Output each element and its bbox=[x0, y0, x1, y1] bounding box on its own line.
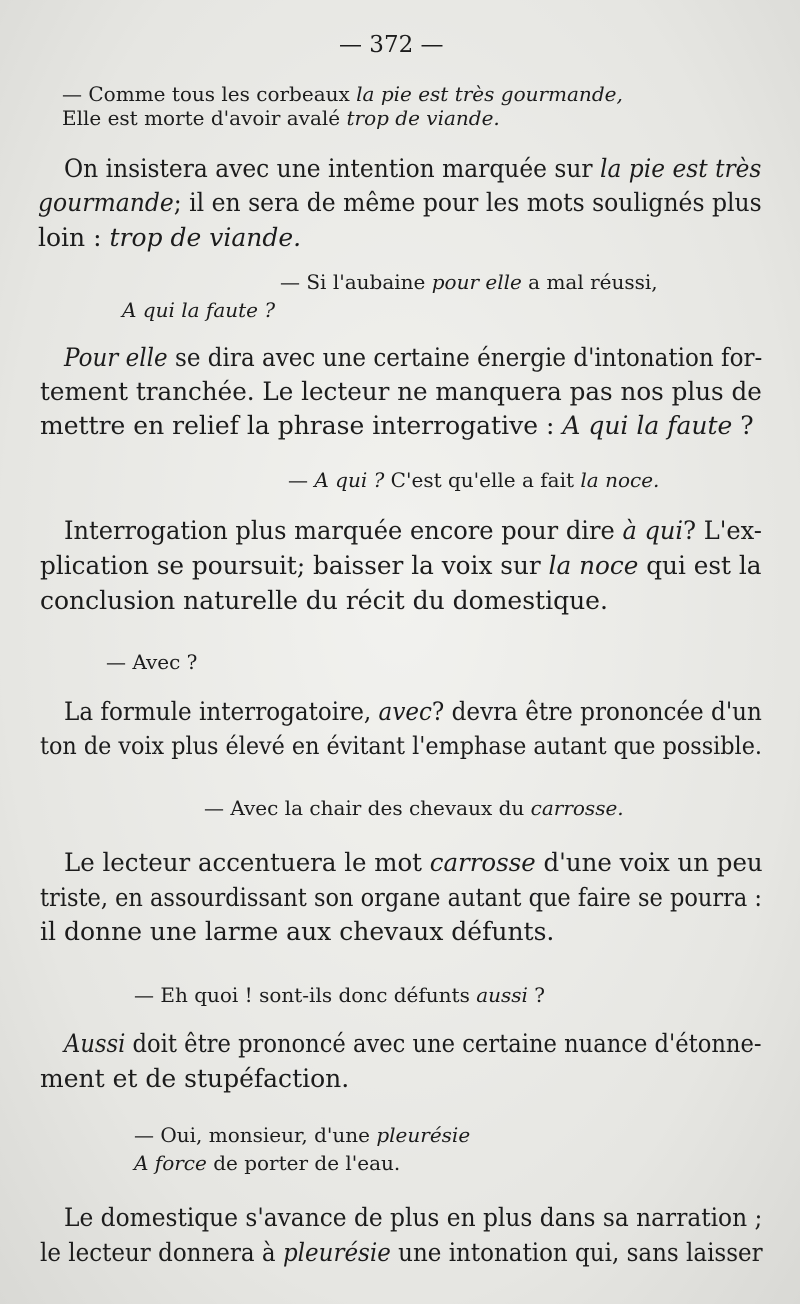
paragraph-line: Le lecteur accentuera le mot carrosse d'une voix un peu bbox=[64, 848, 763, 877]
paragraph-line: tement tranchée. Le lecteur ne manquera pas nos plus de bbox=[40, 377, 762, 406]
paragraph-line: il donne une larme aux chevaux défunts. bbox=[40, 917, 555, 946]
paragraph-line: Le domestique s'avance de plus en plus dans sa narration ; bbox=[64, 1203, 763, 1232]
paragraph-line: mettre en relief la phrase interrogative : A qui la faute ? bbox=[40, 411, 754, 440]
paragraph-line: loin : trop de viande. bbox=[38, 223, 302, 252]
paragraph-line: Aussi doit être prononcé avec une certaine nuance d'étonne- bbox=[64, 1029, 762, 1058]
paragraph-line: ton de voix plus élevé en évitant l'emphase autant que possible. bbox=[40, 732, 762, 760]
verse-line: — Comme tous les corbeaux la pie est très gourmande, bbox=[62, 82, 623, 106]
paragraph-line: ment et de stupéfaction. bbox=[40, 1064, 350, 1093]
verse-line: — Oui, monsieur, d'une pleurésie bbox=[134, 1123, 471, 1147]
paragraph-line: gourmande; il en sera de même pour les mots soulignés plus bbox=[38, 188, 762, 217]
verse-line: — Eh quoi ! sont-ils donc défunts aussi ? bbox=[134, 983, 546, 1007]
verse-line: A qui la faute ? bbox=[122, 298, 276, 322]
verse-line: — Avec ? bbox=[106, 650, 198, 674]
paragraph-line: plication se poursuit; baisser la voix sur la noce qui est la bbox=[40, 551, 762, 580]
page-number: — 372 — bbox=[339, 32, 444, 58]
paragraph-line: Interrogation plus marquée encore pour dire à qui? L'ex- bbox=[64, 516, 762, 545]
verse-line: — Avec la chair des chevaux du carrosse. bbox=[204, 796, 624, 820]
paragraph-line: triste, en assourdissant son organe autant que faire se pourra : bbox=[40, 883, 762, 912]
paragraph-line: Pour elle se dira avec une certaine énergie d'intonation for- bbox=[64, 343, 763, 372]
paragraph-line: On insistera avec une intention marquée sur la pie est très bbox=[64, 154, 762, 183]
verse-line: — Si l'aubaine pour elle a mal réussi, bbox=[280, 270, 658, 294]
paragraph-line: La formule interrogatoire, avec? devra être prononcée d'un bbox=[64, 697, 762, 726]
paragraph-line: conclusion naturelle du récit du domestique. bbox=[40, 586, 608, 615]
verse-line: — A qui ? C'est qu'elle a fait la noce. bbox=[288, 468, 660, 492]
verse-line: Elle est morte d'avoir avalé trop de viande. bbox=[62, 106, 500, 130]
paragraph-line: le lecteur donnera à pleurésie une intonation qui, sans laisser bbox=[40, 1238, 763, 1267]
verse-line: A force de porter de l'eau. bbox=[134, 1151, 401, 1175]
